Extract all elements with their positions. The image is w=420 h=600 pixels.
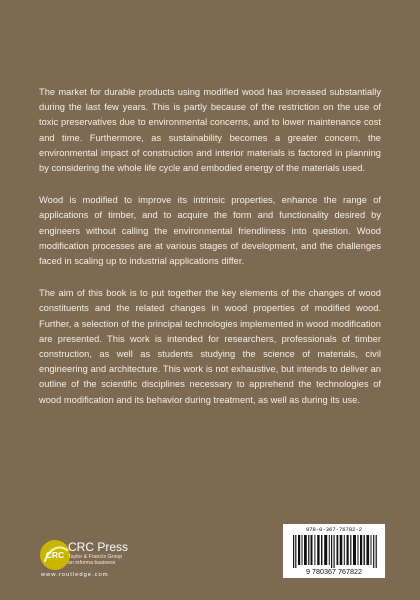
publisher-block [38, 538, 188, 578]
ean-number: 9 780367 767822 [306, 567, 362, 576]
crc-press-logo-icon [38, 538, 72, 572]
barcode-icon [293, 535, 377, 568]
publisher-tagline: an informa business [68, 560, 116, 566]
publisher-group: Taylor & Francis Group [68, 554, 123, 560]
isbn-number: 978-0-367-76782-2 [305, 526, 363, 533]
description-paragraph-1: The market for durable products using modified wood has increased substantially during the last few years. This is partly because of the restriction on the use of toxic preservatives due to environmental concerns, and to lower maintenance cost and time. Furthermore, as sustainability becomes a greater concern, the environmental impact of construction and interior materials is factored in planning by considering the whole life cycle and embodied energy of the materials used. [39, 87, 381, 174]
description-paragraph-2: Wood is modified to improve its intrinsic properties, enhance the range of applications of timber, and to acquire the form and functionality desired by engineers without calling the environmental friendliness into question. Wood modification processes are at various stages of development, and the challenges faced in scaling up to industrial applications differ. [39, 195, 381, 267]
logo-text: CRC [45, 550, 65, 560]
publisher-name: CRC Press [68, 540, 129, 554]
isbn-barcode [283, 524, 385, 578]
description-text [39, 85, 381, 425]
description-paragraph-3: The aim of this book is to put together the key elements of the changes of wood constituents and the related changes in wood properties of modified wood. Further, a selection of the principal technologies implemented in wood modification are presented. This work is intended for researchers, professionals of timber construction, as well as students studying the science of materials, civil engineering and architecture. This work is not exhaustive, but intends to deliver an outline of the scientific disciplines necessary to apprehend the technologies of wood modification and its behavior during treatment, as well as during its use. [39, 288, 381, 405]
publisher-website: www.routledge.com [41, 572, 109, 578]
